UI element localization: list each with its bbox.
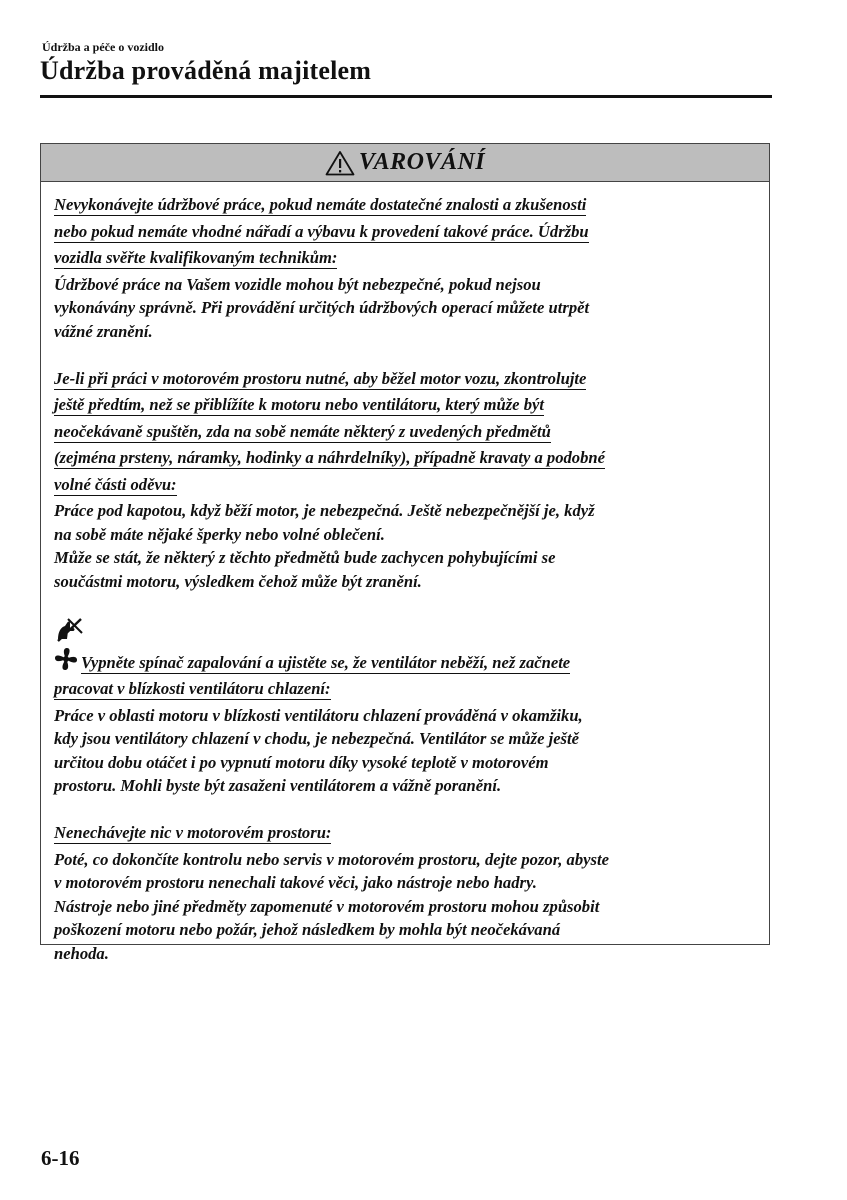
warning-heading-line: ještě předtím, než se přiblížíte k motoru nebo ventilátoru, který může být: [54, 395, 544, 414]
title-divider: [40, 95, 772, 98]
warning-body-line: poškození motoru nebo požár, jehož následkem by mohla být neočekávaná: [54, 920, 561, 939]
warning-body-line: na sobě máte nějaké šperky nebo volné oblečení.: [54, 524, 385, 544]
warning-heading-line: neočekávaně spuštěn, zda na sobě nemáte některý z uvedených předmětů: [54, 421, 551, 441]
warning-heading-line: nebo pokud nemáte vhodné nářadí a výbavu k provedení takové práce. Údržbu: [54, 221, 589, 241]
warning-body: [41, 182, 769, 965]
fan-icon: [54, 647, 81, 678]
warning-title: VAROVÁNÍ: [358, 149, 486, 175]
warning-heading-line: volné části oděvu:: [54, 474, 177, 494]
warning-body-line: nehoda.: [54, 943, 109, 963]
warning-section: [54, 617, 757, 798]
warning-section: [54, 193, 757, 343]
warning-heading-line: Vypněte spínač zapalování a ujistěte se, že ventilátor neběží, než začnete: [81, 652, 571, 672]
warning-body-line: Nástroje nebo jiné předměty zapomenuté v motorovém prostoru mohou způsobit: [54, 896, 600, 916]
warning-heading-line: (zejména prsteny, náramky, hodinky a náhrdelníky), případně kravaty a podobné: [54, 448, 605, 467]
warning-heading-line: Nenechávejte nic v motorovém prostoru:: [54, 823, 332, 842]
warning-body-line: Práce v oblasti motoru v blízkosti ventilátoru chlazení prováděná v okamžiku,: [54, 705, 583, 725]
warning-body-line: Údržbové práce na Vašem vozidle mohou být nebezpečné, pokud nejsou: [54, 274, 541, 294]
page-title: Údržba prováděná majitelem: [40, 56, 372, 85]
warning-body-line: Poté, co dokončíte kontrolu nebo servis v motorovém prostoru, dejte pozor, abyste: [54, 849, 609, 869]
warning-section: [54, 821, 757, 965]
warning-body-line: prostoru. Mohli byste být zasaženi ventilátorem a vážně poranění.: [54, 776, 502, 795]
page-number: 6-16: [41, 1146, 80, 1170]
warning-heading-line: pracovat v blízkosti ventilátoru chlazení:: [54, 679, 331, 698]
warning-body-line: Práce pod kapotou, když běží motor, je nebezpečná. Ještě nebezpečnější je, když: [54, 501, 595, 520]
warning-body-line: součástmi motoru, výsledkem čehož může být zranění.: [54, 571, 422, 591]
warning-triangle-icon: [325, 150, 355, 176]
warning-body-line: kdy jsou ventilátory chlazení v chodu, je nebezpečná. Ventilátor se může ještě: [54, 729, 579, 748]
warning-body-line: v motorovém prostoru nenechali takové věci, jako nástroje nebo hadry.: [54, 873, 537, 892]
warning-header: [41, 144, 769, 182]
warning-box: [40, 143, 770, 963]
warning-heading-line: Je-li při práci v motorovém prostoru nutné, aby běžel motor vozu, zkontrolujte: [54, 368, 587, 388]
warning-heading-line: Nevykonávejte údržbové práce, pokud nemáte dostatečné znalosti a zkušenosti: [54, 195, 587, 214]
warning-section: [54, 367, 757, 594]
breadcrumb: Údržba a péče o vozidlo: [42, 40, 164, 54]
warning-body-line: Může se stát, že některý z těchto předmětů bude zachycen pohybujícími se: [54, 548, 556, 567]
warning-body-line: vykonávány správně. Při provádění určitých údržbových operací můžete utrpět: [54, 298, 590, 317]
warning-heading-line: vozidla svěřte kvalifikovaným technikům:: [54, 248, 338, 267]
no-hand-icon: [54, 617, 86, 647]
warning-body-line: vážné zranění.: [54, 321, 153, 341]
warning-body-line: určitou dobu otáčet i po vypnutí motoru díky vysoké teplotě v motorovém: [54, 752, 549, 772]
